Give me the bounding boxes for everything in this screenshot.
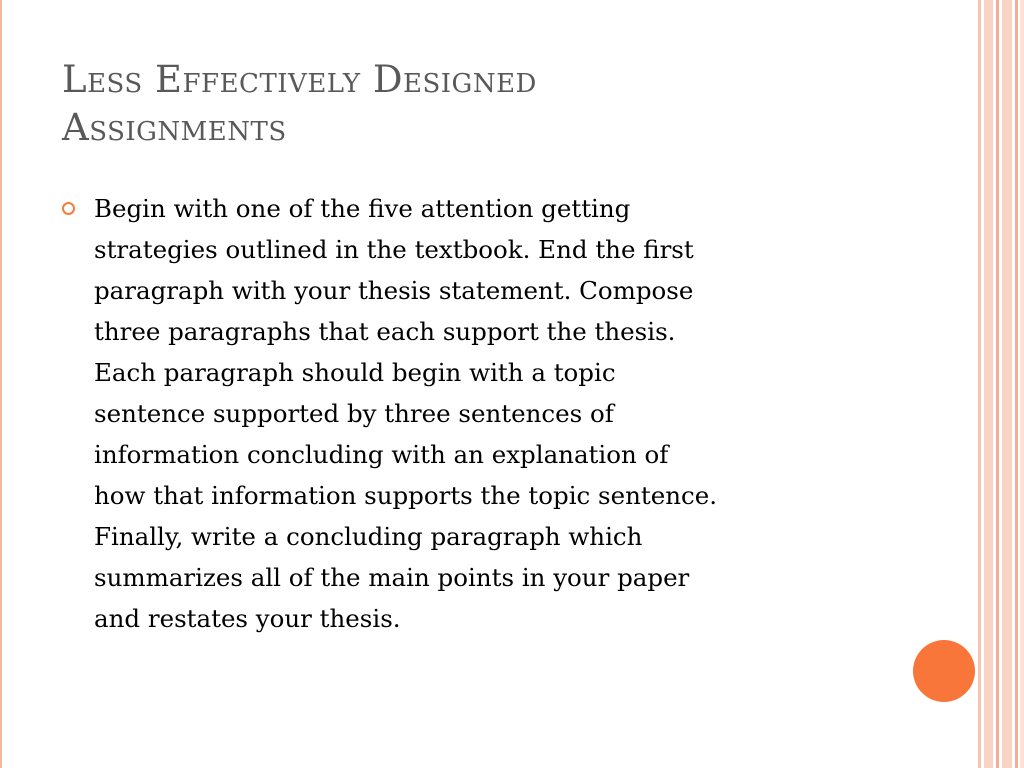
bullet-line: three paragraphs that each support the thesis. [94, 317, 676, 346]
bullet-list [62, 188, 922, 639]
left-border [0, 0, 2, 768]
bullet-line: paragraph with your thesis statement. Compose [94, 276, 694, 305]
slide-title-line-1: Less Effectively Designed [62, 58, 537, 101]
bullet-line: how that information supports the topic sentence. [94, 481, 718, 510]
hollow-circle-bullet-icon [62, 202, 75, 215]
right-stripe [1020, 0, 1024, 768]
right-stripe [996, 0, 999, 768]
right-stripe [984, 0, 993, 768]
right-stripe [1015, 0, 1018, 768]
bullet-line: information concluding with an explanation of [94, 440, 669, 469]
slide-title-line-2: Assignments [62, 106, 287, 149]
bullet-line: and restates your thesis. [94, 604, 401, 633]
right-stripe [978, 0, 981, 768]
bullet-line: Begin with one of the five attention getting [94, 194, 631, 223]
bullet-line: sentence supported by three sentences of [94, 399, 614, 428]
bullet-item [62, 188, 922, 639]
bullet-line: summarizes all of the main points in your paper [94, 563, 690, 592]
bullet-line: Finally, write a concluding paragraph which [94, 522, 643, 551]
bullet-line: Each paragraph should begin with a topic [94, 358, 616, 387]
bullet-line: strategies outlined in the textbook. End the first [94, 235, 694, 264]
orange-circle-decoration [913, 640, 975, 702]
slide-title [62, 56, 942, 152]
right-stripe [1002, 0, 1012, 768]
